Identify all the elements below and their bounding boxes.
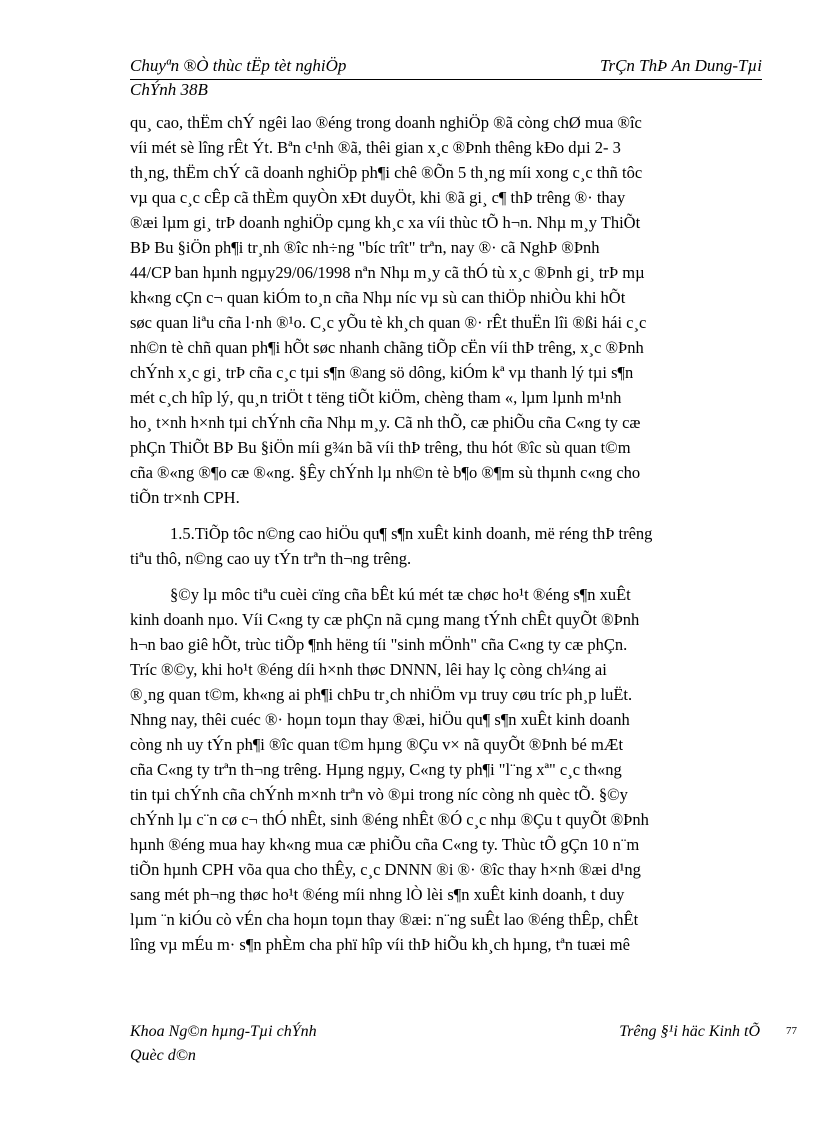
text-line: cña C«ng ty trªn th¬ng trêng. Hµng ngµy, C«ng ty ph¶i "l¨ng xª" c¸c th«ng	[130, 760, 622, 779]
text-line: h¬n bao giê hÕt, trùc tiÕp ¶nh hëng tíi "sinh mÖnh" cña C«ng ty cæ phÇn.	[130, 635, 628, 654]
text-line: víi mét sè lîng rÊt Ýt. Bªn c¹nh ®ã, thêi gian x¸c ®Þnh thêng kÐo dµi 2- 3	[130, 138, 621, 157]
text-line: ®æi lµm gi¸ trÞ doanh nghiÖp cµng kh¸c xa víi thùc tÕ h¬n. Nhµ m¸y ThiÕt	[130, 213, 641, 232]
text-line: nh©n tè chñ quan ph¶i hÕt søc nhanh chãng tiÕp cËn víi thÞ trêng, x¸c ®Þnh	[130, 338, 644, 357]
text-line: th¸ng, thËm chÝ cã doanh nghiÖp ph¶i chê ®Õn 5 th¸ng míi xong c¸c thñ tôc	[130, 163, 643, 182]
text-line: còng nh uy tÝn ph¶i ®îc quan t©m hµng ®Çu v× nã quyÕt ®Þnh bé mÆt	[130, 735, 624, 754]
header-author: TrÇn ThÞ An Dung-Tµi	[599, 56, 762, 75]
text-line: mét c¸ch hîp lý, qu¸n triÖt t tëng tiÕt kiÖm, chèng tham «, lµm lµnh m¹nh	[130, 388, 622, 407]
text-line: sang mét ph¬ng thøc ho¹t ®éng míi nhng lÒ lèi s¶n xuÊt kinh doanh, t duy	[130, 885, 625, 904]
text-line: chÝnh lµ c¨n cø c¬ thÓ nhÊt, sinh ®éng nhÊt ®Ó c¸c nhµ ®Çu t quyÕt ®Þnh	[130, 810, 649, 829]
page-body	[130, 110, 762, 957]
text-line: 1.5.TiÕp tôc n©ng cao hiÖu qu¶ s¶n xuÊt kinh doanh, më réng thÞ trêng	[170, 524, 653, 543]
text-line: ®¸ng quan t©m, kh«ng ai ph¶i chÞu tr¸ch nhiÖm vµ truy cøu tríc ph¸p luËt.	[130, 685, 633, 704]
header-title-continued: ChÝnh 38B	[130, 80, 208, 99]
text-line: cña ®«ng ®¶o cæ ®«ng. §Êy chÝnh lµ nh©n tè b¶o ®¶m sù thµnh c«ng cho	[130, 463, 641, 482]
text-line: tin tµi chÝnh cña chÝnh m×nh trªn vò ®µi trong níc còng nh quèc tÕ. §©y	[130, 785, 628, 804]
text-line: hµnh ®éng mua hay kh«ng mua cæ phiÕu cña C«ng ty. Thùc tÕ gÇn 10 n¨m	[130, 835, 640, 854]
header-rule	[130, 79, 762, 80]
text-line: lµm ¨n kiÓu cò vÉn cha hoµn toµn thay ®æi: n¨ng suÊt lao ®éng thÊp, chÊt	[130, 910, 639, 929]
text-line: ho¸ t×nh h×nh tµi chÝnh cña Nhµ m¸y. Cã nh thÕ, cæ phiÕu cña C«ng ty cæ	[130, 413, 641, 432]
paragraph-gap	[130, 510, 762, 521]
text-line: 44/CP ban hµnh ngµy29/06/1998 nªn Nhµ m¸y cã thÓ tù x¸c ®Þnh gi¸ trÞ mµ	[130, 263, 645, 282]
text-line: BÞ Bu §iÖn ph¶i tr¸nh ®îc nh÷ng "bíc trît" trªn, nay ®· cã NghÞ ®Þnh	[130, 238, 600, 257]
text-line: kh«ng cÇn c¬ quan kiÓm to¸n cña Nhµ níc vµ sù can thiÖp nhiÒu khi hÕt	[130, 288, 626, 307]
text-line: phÇn ThiÕt BÞ Bu §iÖn míi g¾n bã víi thÞ trêng, thu hót ®îc sù quan t©m	[130, 438, 631, 457]
footer-faculty: Khoa Ng©n hµng-Tµi chÝnh	[130, 1023, 317, 1040]
footer-faculty-continued: Quèc d©n	[130, 1047, 196, 1064]
text-line: chÝnh x¸c gi¸ trÞ cña c¸c tµi s¶n ®ang sö dông, kiÓm kª vµ thanh lý tµi s¶n	[130, 363, 634, 382]
footer-left	[130, 1020, 450, 1068]
header-left	[130, 54, 500, 102]
text-line: §©y lµ môc tiªu cuèi cïng cña bÊt kú mét tæ chøc ho¹t ®éng s¶n xuÊt	[170, 585, 631, 604]
text-line: lîng vµ mÉu m· s¶n phÈm cha phï hîp víi thÞ hiÕu kh¸ch hµng, tªn tuæi mê	[130, 935, 630, 954]
paragraph-gap	[130, 571, 762, 582]
paragraph-2	[130, 582, 762, 957]
text-line: tiªu thô, n©ng cao uy tÝn trªn th¬ng trêng.	[130, 549, 412, 568]
text-line: Tríc ®©y, khi ho¹t ®éng díi h×nh thøc DNNN, lêi hay lç còng ch¼ng ai	[130, 660, 607, 679]
page-number: 77	[786, 1025, 797, 1037]
text-line: Nhng nay, thêi cuéc ®· hoµn toµn thay ®æi, hiÖu qu¶ s¶n xuÊt kinh doanh	[130, 710, 630, 729]
paragraph-1	[130, 110, 762, 510]
text-line: tiÕn hµnh CPH võa qua cho thÊy, c¸c DNNN ®i ®· ®îc thay h×nh ®æi d¹ng	[130, 860, 641, 879]
section-heading	[130, 521, 762, 571]
text-line: vµ qua c¸c cÊp cã thÈm quyÒn xÐt duyÖt, khi ®ã gi¸ c¶ thÞ trêng ®· thay	[130, 188, 626, 207]
text-line: qu¸ cao, thËm chÝ ngêi lao ®éng trong doanh nghiÖp ®ã còng chØ mua ®îc	[130, 113, 642, 132]
footer-university: Trêng §¹i häc Kinh tÕ	[619, 1023, 760, 1040]
header-title: Chuyªn ®Ò thùc tËp tèt nghiÖp	[130, 56, 347, 75]
text-line: kinh doanh nµo. Víi C«ng ty cæ phÇn nã cµng mang tÝnh chÊt quyÕt ®Þnh	[130, 610, 640, 629]
text-line: tiÕn tr×nh CPH.	[130, 488, 240, 507]
text-line: søc quan liªu cña l·nh ®¹o. C¸c yÕu tè kh¸ch quan ®· rÊt thuËn lîi ®ßi hái c¸c	[130, 313, 647, 332]
